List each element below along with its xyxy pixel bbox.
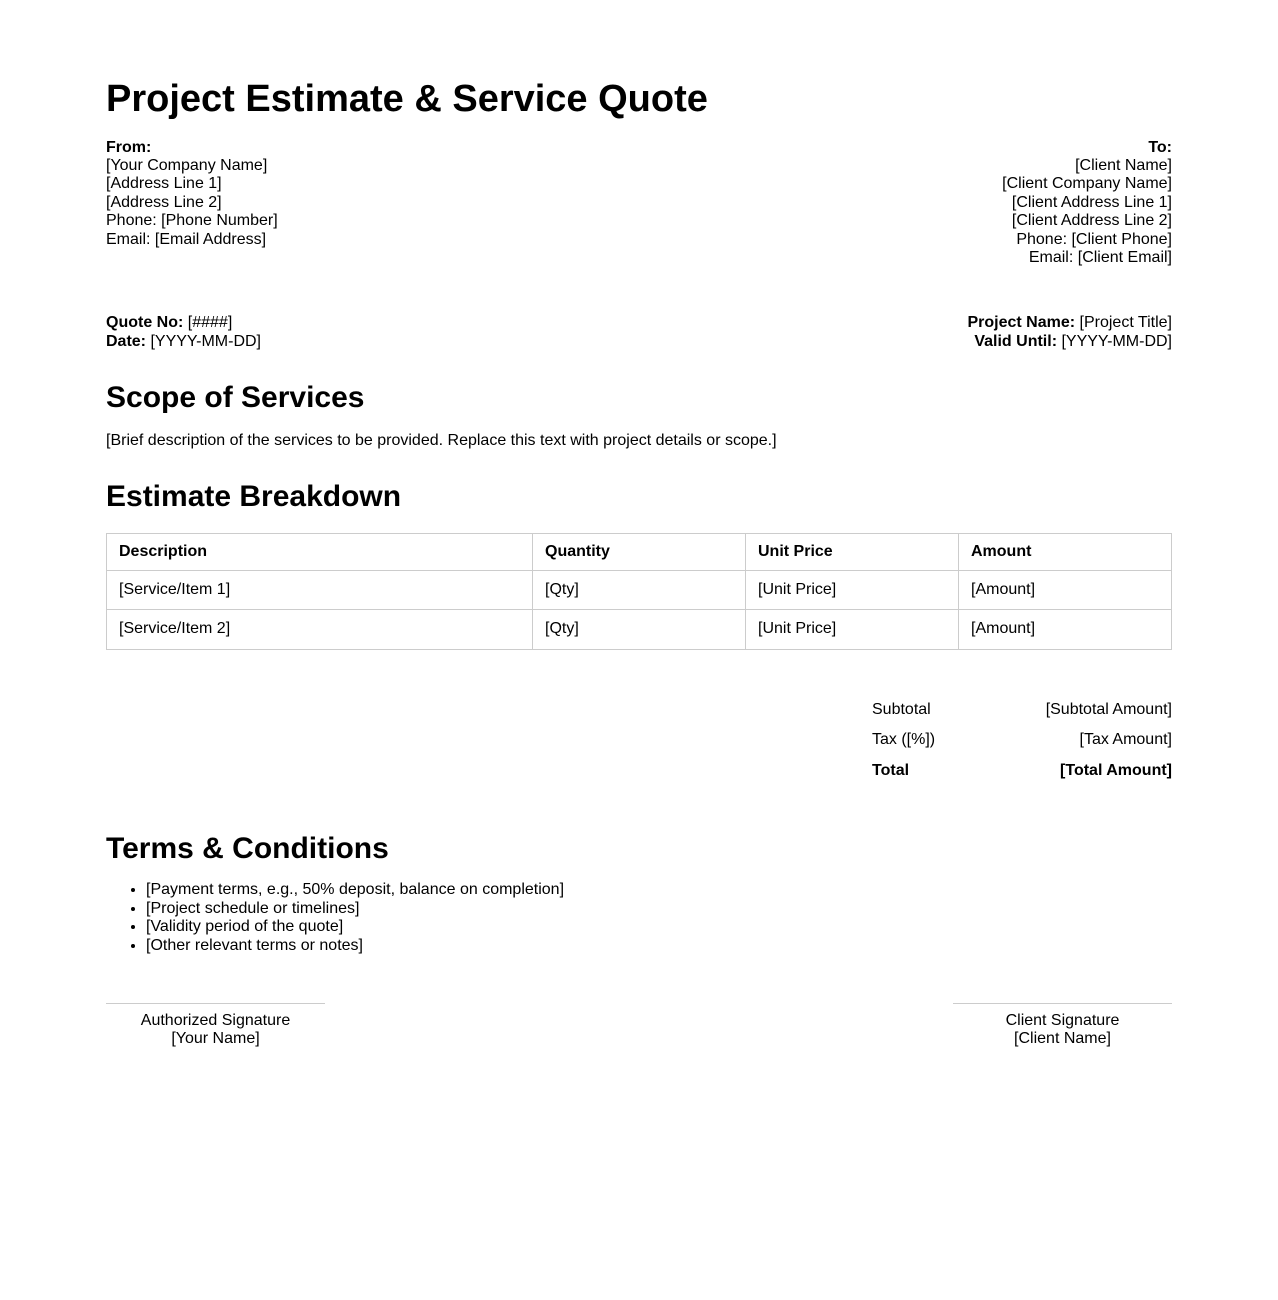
- authorized-signature-label: Authorized Signature: [140, 1012, 291, 1029]
- from-email: Email: [Email Address]: [106, 230, 267, 248]
- to-block: [1002, 139, 1172, 268]
- list-item: • [Other relevant terms or notes]: [146, 937, 1172, 955]
- column-header-quantity: Quantity: [533, 533, 746, 570]
- tax-label: Tax ([%]): [872, 731, 936, 749]
- to-client-company: [Client Company Name]: [1002, 175, 1172, 193]
- from-address-2: [Address Line 2]: [106, 193, 222, 211]
- quote-meta-right: [967, 314, 1172, 351]
- table-row: [107, 610, 1172, 649]
- item-unit-price-cell: [Unit Price]: [746, 570, 959, 609]
- quote-meta-row: [106, 314, 1172, 351]
- item-amount-cell: [Amount]: [959, 570, 1172, 609]
- quote-number-value: [####]: [187, 314, 233, 332]
- valid-until-value: [YYYY-MM-DD]: [1061, 332, 1172, 350]
- authorized-signature-block: [106, 1003, 325, 1049]
- column-header-amount: Amount: [959, 533, 1172, 570]
- client-signature-name: [Client Name]: [1014, 1030, 1111, 1048]
- tax-row: [872, 725, 1172, 755]
- valid-until-label: Valid Until:: [974, 332, 1058, 350]
- address-header: [106, 139, 1172, 268]
- page-title: Project Estimate & Service Quote: [106, 78, 708, 120]
- quote-meta-left: [106, 314, 261, 351]
- totals-table: [872, 695, 1172, 786]
- valid-until-line: [967, 333, 1172, 351]
- list-item: • [Payment terms, e.g., 50% deposit, balance on completion]: [146, 881, 1172, 899]
- quote-number-label: Quote No:: [106, 314, 184, 332]
- from-company: [Your Company Name]: [106, 157, 268, 175]
- terms-heading: Terms & Conditions: [106, 831, 389, 865]
- total-value: [Total Amount]: [1060, 761, 1172, 779]
- scope-heading: Scope of Services: [106, 381, 365, 415]
- project-name-value: [Project Title]: [1079, 314, 1172, 332]
- terms-list: [106, 881, 1172, 955]
- project-name-label: Project Name:: [967, 314, 1076, 332]
- quote-number-line: [106, 314, 261, 332]
- to-client-address-2: [Client Address Line 2]: [1011, 212, 1172, 230]
- signature-row: [106, 1003, 1172, 1049]
- column-header-unit-price: Unit Price: [746, 533, 959, 570]
- item-quantity-cell: [Qty]: [533, 610, 746, 649]
- estimate-heading: Estimate Breakdown: [106, 480, 402, 514]
- client-signature-label: Client Signature: [1005, 1012, 1120, 1029]
- project-name-line: [967, 314, 1172, 332]
- total-label: Total: [872, 761, 910, 779]
- item-amount-cell: [Amount]: [959, 610, 1172, 649]
- client-signature-block: [953, 1003, 1172, 1049]
- to-client-phone: Phone: [Client Phone]: [1016, 230, 1172, 248]
- to-label: To:: [1148, 138, 1172, 156]
- list-item: • [Validity period of the quote]: [146, 918, 1172, 936]
- from-label: From:: [106, 138, 152, 156]
- quote-date-value: [YYYY-MM-DD]: [150, 332, 261, 350]
- from-phone: Phone: [Phone Number]: [106, 212, 278, 230]
- item-description-cell: [Service/Item 1]: [107, 570, 533, 609]
- quote-date-label: Date:: [106, 332, 147, 350]
- to-client-address-1: [Client Address Line 1]: [1011, 193, 1172, 211]
- to-client-email: Email: [Client Email]: [1028, 249, 1172, 267]
- total-row: [872, 756, 1172, 786]
- item-quantity-cell: [Qty]: [533, 570, 746, 609]
- subtotal-row: [872, 695, 1172, 725]
- table-row: [107, 570, 1172, 609]
- tax-value: [Tax Amount]: [1079, 731, 1172, 749]
- subtotal-label: Subtotal: [872, 700, 931, 718]
- to-client-name: [Client Name]: [1075, 157, 1172, 175]
- item-unit-price-cell: [Unit Price]: [746, 610, 959, 649]
- subtotal-value: [Subtotal Amount]: [1045, 700, 1172, 718]
- item-description-cell: [Service/Item 2]: [107, 610, 533, 649]
- quote-date-line: [106, 333, 261, 351]
- scope-description: [Brief description of the services to be provided. Replace this text with project details or scope.]: [106, 431, 777, 449]
- column-header-description: Description: [107, 533, 533, 570]
- from-block: [106, 139, 278, 249]
- list-item: • [Project schedule or timelines]: [146, 900, 1172, 918]
- estimate-table-header-row: [107, 533, 1172, 570]
- estimate-table: [106, 533, 1172, 650]
- authorized-signature-name: [Your Name]: [171, 1030, 260, 1048]
- from-address-1: [Address Line 1]: [106, 175, 222, 193]
